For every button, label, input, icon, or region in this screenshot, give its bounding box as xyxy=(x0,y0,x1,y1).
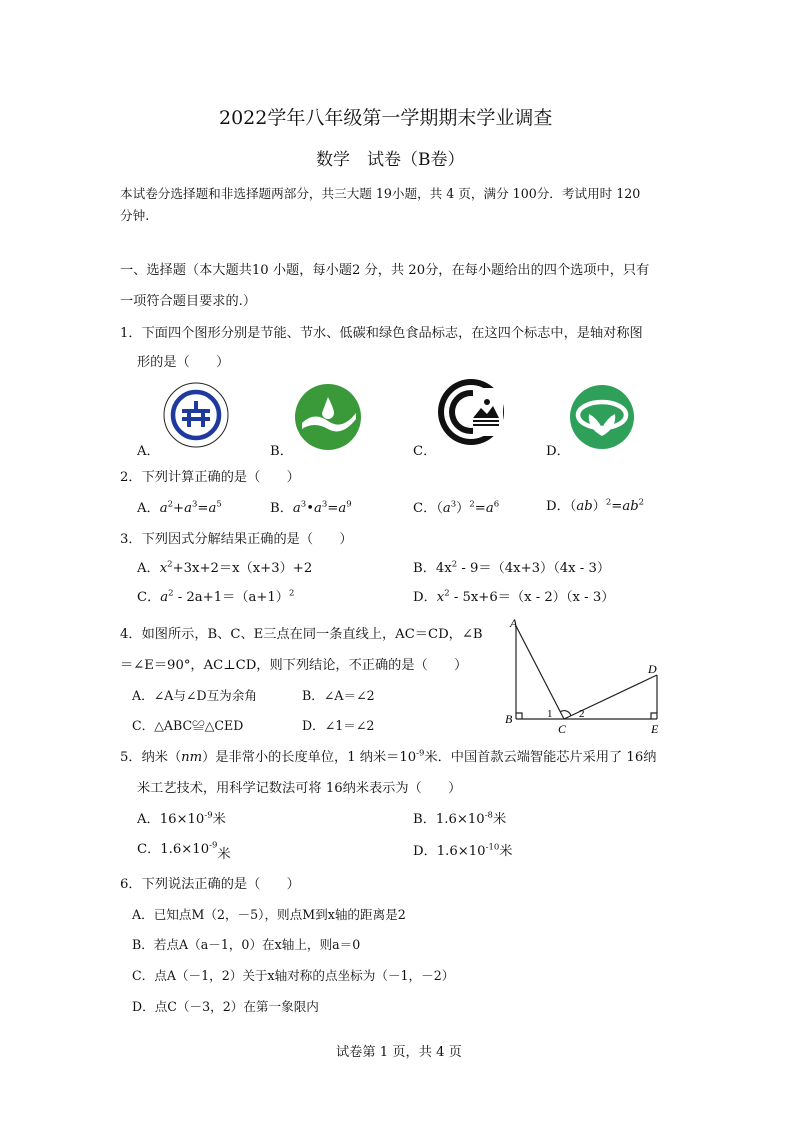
q2-stem: 2．下列计算正确的是（ ） xyxy=(120,470,300,485)
q5-stem: 5．纳米（nm）是非常小的长度单位，1 纳米$=10^{-9}$米．中国首款云端智能芯片采用了 16纳 xyxy=(120,748,657,765)
q3-option-d: D．$x^2 - 5x+6=(x - 2)(x - 3)$ xyxy=(413,588,615,605)
q4-option-a: A．∠A与∠D互为余角 xyxy=(132,688,257,703)
q6-stem: 6．下列说法正确的是（ ） xyxy=(120,877,300,892)
q4-option-d: D．∠1＝∠2 xyxy=(302,718,375,733)
q3-option-c: C．$a^2 - 2a+1=(a+1)^2$ xyxy=(137,588,295,605)
q1-option-a: A． xyxy=(137,444,160,459)
q5-stem-cont: 米工艺技术，用科学记数法可将 16纳米表示为（ ） xyxy=(137,781,462,796)
vertex-label-e: E xyxy=(651,722,659,736)
q2-option-a: A．$a^2+a^3=a^5$ xyxy=(137,499,222,516)
q5-option-b: B．$1.6\times 10^{-8}$米 xyxy=(413,810,507,827)
q2-option-d: D．$(ab)^2=ab^2$ xyxy=(546,497,645,514)
q3-stem: 3．下列因式分解结果正确的是（ ） xyxy=(120,532,353,547)
q4-stem: 4．如图所示，B、C、E三点在同一条直线上，AC＝CD，∠B xyxy=(120,627,483,642)
section-1-heading: 一、选择题（本大题共10 小题，每小题2 分，共 20分，在每小题给出的四个选项中，只有 xyxy=(120,263,650,278)
q6-option-b: B．若点A（a－1，0）在x轴上，则a＝0 xyxy=(132,937,361,952)
exam-title: 2022学年八年级第一学期期末学业调查 xyxy=(219,107,553,129)
triangle-figure xyxy=(500,615,670,740)
q5-option-a: A．$16\times 10^{-9}$米 xyxy=(137,810,226,827)
green-food-logo xyxy=(569,384,635,450)
q1-option-c: C． xyxy=(413,444,437,459)
q5-option-d: D．$1.6\times 10^{-10}$米 xyxy=(413,842,513,859)
q2-option-c: C．$(a^3)^2=a^6$ xyxy=(413,499,500,516)
vertex-label-b: B xyxy=(505,712,513,726)
q6-option-c: C．点A（－1，2）关于x轴对称的点坐标为（－1，－2） xyxy=(132,968,455,983)
q4-option-b: B．∠A＝∠2 xyxy=(302,688,375,703)
energy-saving-logo xyxy=(162,381,230,449)
water-saving-logo xyxy=(294,383,362,451)
q3-option-b: B．$4x^2 - 9=(4x+3)(4x - 3)$ xyxy=(413,559,611,576)
angle-2-label: 2 xyxy=(579,708,585,720)
q5-option-c: C．$1.6\times 10^{-9}$米 xyxy=(137,840,231,862)
q1-stem: 1．下面四个图形分别是节能、节水、低碳和绿色食品标志，在这四个标志中，是轴对称图 xyxy=(120,326,643,341)
intro-line-2: 分钟. xyxy=(120,208,150,223)
q4-stem-cont: ＝∠E＝90°，AC⊥CD，则下列结论，不正确的是（ ） xyxy=(120,658,468,673)
q4-option-c: C．△ABC≌△CED xyxy=(132,718,244,733)
low-carbon-logo xyxy=(437,378,505,446)
q1-option-b: B． xyxy=(270,444,293,459)
angle-1-label: 1 xyxy=(547,708,553,720)
q1-option-d: D． xyxy=(546,444,570,459)
q1-stem-cont: 形的是（ ） xyxy=(137,355,230,370)
q6-option-a: A．已知点M（2，－5），则点M到x轴的距离是2 xyxy=(132,907,406,922)
page-footer: 试卷第 1 页，共 4 页 xyxy=(336,1045,462,1060)
intro-line-1: 本试卷分选择题和非选择题两部分，共三大题 19小题，共 4 页，满分 100分．考试用时 120 xyxy=(120,186,641,201)
vertex-label-c: C xyxy=(558,722,567,736)
q3-option-a: A．$x^2+3x+2=x(x+3)+2$ xyxy=(137,559,313,576)
vertex-label-a: A xyxy=(510,616,518,630)
q6-option-d: D．点C（－3，2）在第一象限内 xyxy=(132,999,319,1014)
q2-option-b: B．$a^3•a^3=a^9$ xyxy=(270,499,352,516)
vertex-label-d: D xyxy=(648,662,657,676)
exam-subtitle: 数学 试卷（B卷） xyxy=(316,150,465,170)
section-1-heading-cont: 一项符合题目要求的.） xyxy=(120,294,257,309)
